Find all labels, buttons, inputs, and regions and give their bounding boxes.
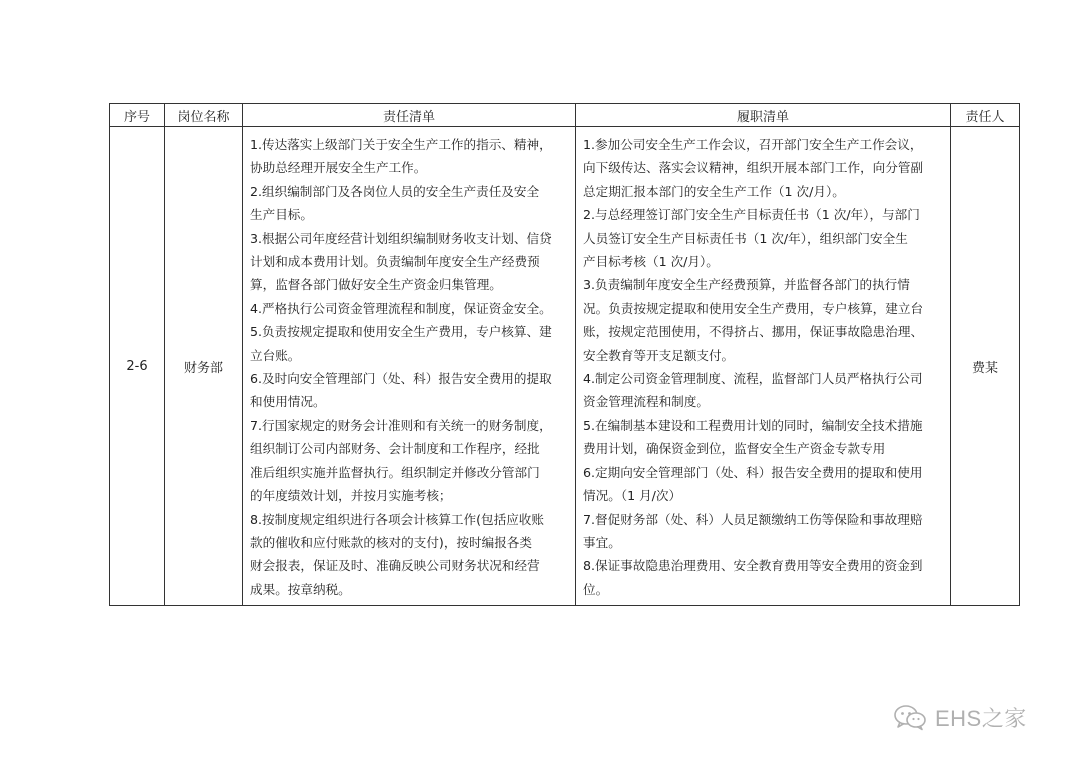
list-line: 7.督促财务部（处、科）人员足额缴纳工伤等保险和事故理赔 — [583, 511, 923, 527]
header-seq: 序号 — [110, 104, 165, 127]
header-person: 责任人 — [951, 104, 1020, 127]
list-line: 产目标考核（1 次/月）。 — [583, 254, 719, 270]
list-line: 准后组织实施并监督执行。组织制定并修改分管部门 — [250, 464, 540, 480]
list-line: 3.根据公司年度经营计划组织编制财务收支计划、信贷 — [250, 230, 552, 246]
list-line: 5.负责按规定提取和使用安全生产费用，专户核算、建 — [250, 324, 552, 340]
list-line: 8.按制度规定组织进行各项会计核算工作(包括应收账 — [250, 511, 544, 527]
list-line: 总定期汇报本部门的安全生产工作（1 次/月）。 — [583, 183, 845, 199]
list-line: 4.制定公司资金管理制度、流程，监督部门人员严格执行公司 — [583, 371, 923, 387]
list-line: 资金管理流程和制度。 — [583, 394, 709, 410]
list-line: 1.传达落实上级部门关于安全生产工作的指示、精神， — [250, 137, 552, 152]
list-line: 成果。按章纳税。 — [250, 581, 351, 597]
wechat-icon — [893, 703, 927, 731]
list-line: 2.与总经理签订部门安全生产目标责任书（1 次/年），与部门 — [583, 207, 920, 223]
list-line: 1.参加公司安全生产工作会议，召开部门安全生产工作会议， — [583, 137, 923, 152]
list-line: 6.及时向安全管理部门（处、科）报告安全费用的提取 — [250, 371, 552, 387]
header-responsibilities: 责任清单 — [243, 104, 576, 127]
list-line: 向下级传达、落实会议精神，组织开展本部门工作，向分管副 — [583, 160, 924, 176]
list-line: 7.行国家规定的财务会计准则和有关统一的财务制度， — [250, 417, 552, 433]
list-line: 组织制订公司内部财务、会计制度和工作程序，经批 — [250, 441, 540, 457]
list-line: 款的催收和应付账款的核对的支付)，按时编报各类 — [250, 534, 532, 550]
header-performance: 履职清单 — [576, 104, 951, 127]
seq-cell: 2-6 — [110, 127, 165, 606]
list-line: 4.严格执行公司资金管理流程和制度，保证资金安全。 — [250, 300, 552, 316]
list-line: 的年度绩效计划，并按月实施考核； — [250, 488, 452, 504]
list-line: 位。 — [583, 581, 609, 597]
list-line: 算，监督各部门做好安全生产资金归集管理。 — [250, 277, 502, 293]
position-cell: 财务部 — [165, 127, 243, 606]
list-line: 和使用情况。 — [250, 394, 326, 410]
list-line: 生产目标。 — [250, 207, 313, 223]
list-line: 安全教育等开支足额支付。 — [583, 347, 735, 363]
header-row — [110, 104, 1020, 127]
list-line: 协助总经理开展安全生产工作。 — [250, 160, 427, 176]
header-position: 岗位名称 — [165, 104, 243, 127]
person-cell: 费某 — [951, 127, 1020, 606]
duty-table — [109, 103, 1020, 606]
list-line: 6.定期向安全管理部门（处、科）报告安全费用的提取和使用 — [583, 464, 923, 480]
table-row — [110, 127, 1020, 606]
list-line: 情况。（1 月/次） — [583, 488, 682, 504]
list-line: 2.组织编制部门及各岗位人员的安全生产责任及安全 — [250, 183, 540, 199]
list-line: 费用计划，确保资金到位，监督安全生产资金专款专用 — [583, 441, 886, 457]
responsibilities-cell — [243, 127, 576, 606]
performance-cell — [576, 127, 951, 606]
list-line: 3.负责编制年度安全生产经费预算，并监督各部门的执行情 — [583, 277, 910, 293]
list-line: 账，按规定范围使用，不得挤占、挪用，保证事故隐患治理、 — [583, 324, 924, 340]
list-line: 5.在编制基本建设和工程费用计划的同时，编制安全技术措施 — [583, 417, 923, 433]
list-line: 人员签订安全生产目标责任书（1 次/年），组织部门安全生 — [583, 230, 908, 246]
list-line: 事宜。 — [583, 534, 621, 550]
list-line: 8.保证事故隐患治理费用、安全教育费用等安全费用的资金到 — [583, 558, 923, 574]
watermark-text: EHS之家 — [935, 705, 1027, 731]
watermark — [893, 702, 1027, 732]
list-line: 立台账。 — [250, 347, 301, 363]
list-line: 计划和成本费用计划。负责编制年度安全生产经费预 — [250, 254, 540, 270]
list-line: 财会报表，保证及时、准确反映公司财务状况和经营 — [250, 558, 540, 574]
list-line: 况。负责按规定提取和使用安全生产费用，专户核算，建立台 — [583, 300, 924, 316]
